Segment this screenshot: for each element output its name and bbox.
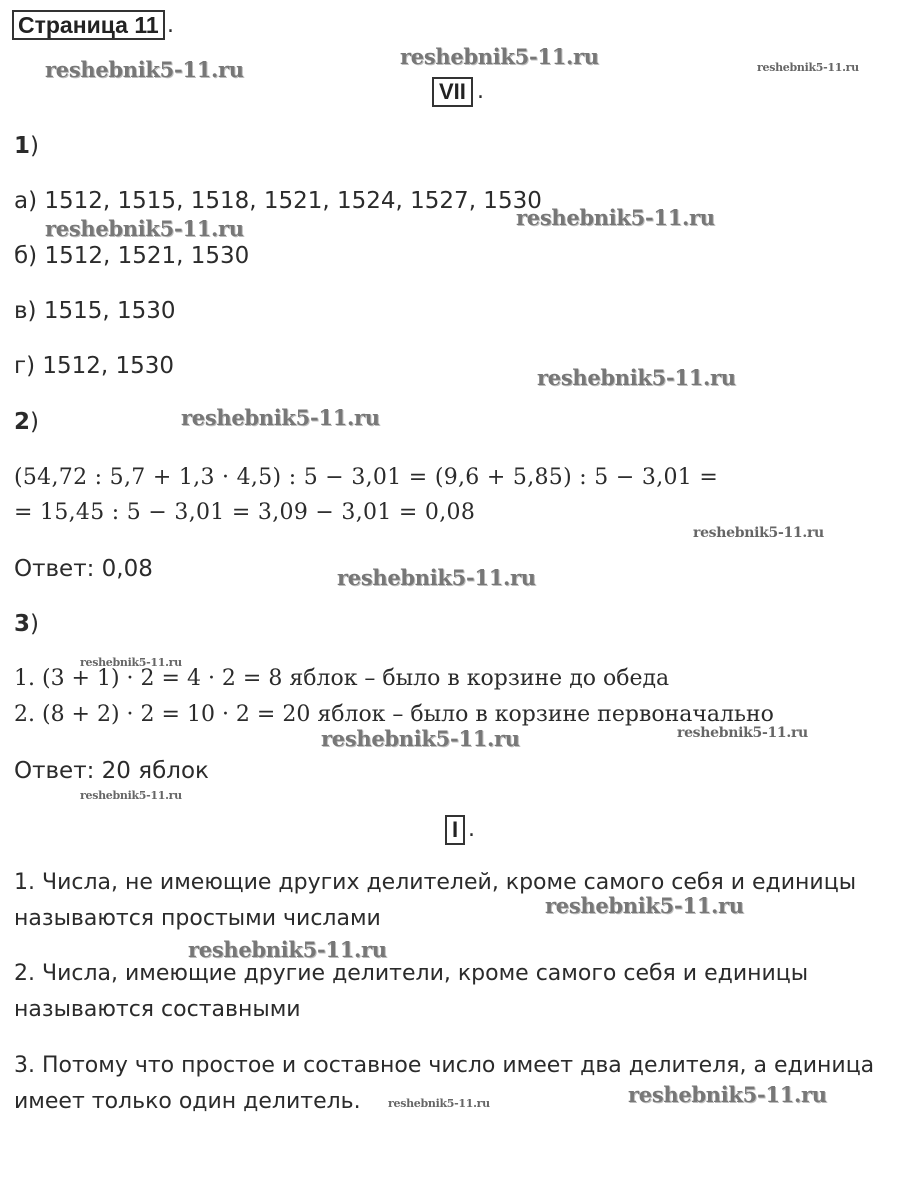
watermark: reshebnik5-11.ru bbox=[628, 1082, 827, 1107]
watermark: reshebnik5-11.ru bbox=[321, 726, 520, 751]
watermark: reshebnik5-11.ru bbox=[188, 937, 387, 962]
section-i-text: I bbox=[452, 817, 459, 842]
task1-item-g: г) 1512, 1530 bbox=[14, 353, 175, 379]
watermark: reshebnik5-11.ru bbox=[181, 405, 380, 430]
section-vii-dot: . bbox=[477, 79, 484, 104]
task3-paren: ) bbox=[30, 611, 39, 637]
task2-number: 2 bbox=[14, 409, 31, 435]
watermark: reshebnik5-11.ru bbox=[45, 216, 244, 241]
section-i-label bbox=[445, 815, 465, 845]
task3-heading bbox=[14, 610, 39, 638]
page-label-dot: . bbox=[167, 13, 174, 38]
task2-answer: Ответ: 0,08 bbox=[14, 556, 153, 582]
theory-p1-line2: называются простыми числами bbox=[14, 906, 381, 931]
task3-number: 3 bbox=[14, 611, 31, 637]
page-label bbox=[12, 10, 165, 40]
task1-number: 1 bbox=[14, 133, 31, 159]
task2-paren: ) bbox=[30, 409, 39, 435]
watermark: reshebnik5-11.ru bbox=[80, 789, 182, 802]
task1-item-b: б) 1512, 1521, 1530 bbox=[14, 243, 250, 269]
task2-heading bbox=[14, 408, 39, 436]
task1-heading bbox=[14, 132, 39, 160]
theory-p2-line2: называются составными bbox=[14, 997, 301, 1022]
task3-step2: 2. (8 + 2) · 2 = 10 · 2 = 20 яблок – было в корзине первоначально bbox=[14, 702, 774, 727]
task1-paren: ) bbox=[30, 133, 39, 159]
page-label-text: Страница 11 bbox=[18, 12, 159, 38]
section-vii-text: VII bbox=[439, 79, 466, 104]
task3-step1: 1. (3 + 1) · 2 = 4 · 2 = 8 яблок – было в корзине до обеда bbox=[14, 666, 670, 691]
theory-p3-line2: имеет только один делитель. bbox=[14, 1089, 361, 1114]
theory-p2-line1: 2. Числа, имеющие другие делители, кроме самого себя и единицы bbox=[14, 961, 809, 986]
section-vii-label bbox=[432, 77, 473, 107]
watermark: reshebnik5-11.ru bbox=[516, 205, 715, 230]
watermark: reshebnik5-11.ru bbox=[757, 61, 859, 74]
task2-equation-line1: (54,72 : 5,7 + 1,3 · 4,5) : 5 − 3,01 = (9,6 + 5,85) : 5 − 3,01 = bbox=[14, 465, 719, 490]
watermark: reshebnik5-11.ru bbox=[537, 365, 736, 390]
watermark: reshebnik5-11.ru bbox=[400, 44, 599, 69]
theory-p3-line1: 3. Потому что простое и составное число имеет два делителя, а единица bbox=[14, 1053, 875, 1078]
watermark: reshebnik5-11.ru bbox=[80, 656, 182, 669]
watermark: reshebnik5-11.ru bbox=[45, 57, 244, 82]
task3-answer: Ответ: 20 яблок bbox=[14, 758, 209, 784]
task2-equation-line2: = 15,45 : 5 − 3,01 = 3,09 − 3,01 = 0,08 bbox=[14, 500, 476, 525]
watermark: reshebnik5-11.ru bbox=[693, 525, 824, 541]
task1-item-v: в) 1515, 1530 bbox=[14, 298, 176, 324]
watermark: reshebnik5-11.ru bbox=[677, 725, 808, 741]
watermark: reshebnik5-11.ru bbox=[337, 565, 536, 590]
section-i-dot: . bbox=[468, 817, 475, 842]
task1-item-a: а) 1512, 1515, 1518, 1521, 1524, 1527, 1530 bbox=[14, 188, 542, 214]
watermark: reshebnik5-11.ru bbox=[545, 893, 744, 918]
theory-p1-line1: 1. Числа, не имеющие других делителей, кроме самого себя и единицы bbox=[14, 870, 857, 895]
watermark: reshebnik5-11.ru bbox=[388, 1097, 490, 1110]
